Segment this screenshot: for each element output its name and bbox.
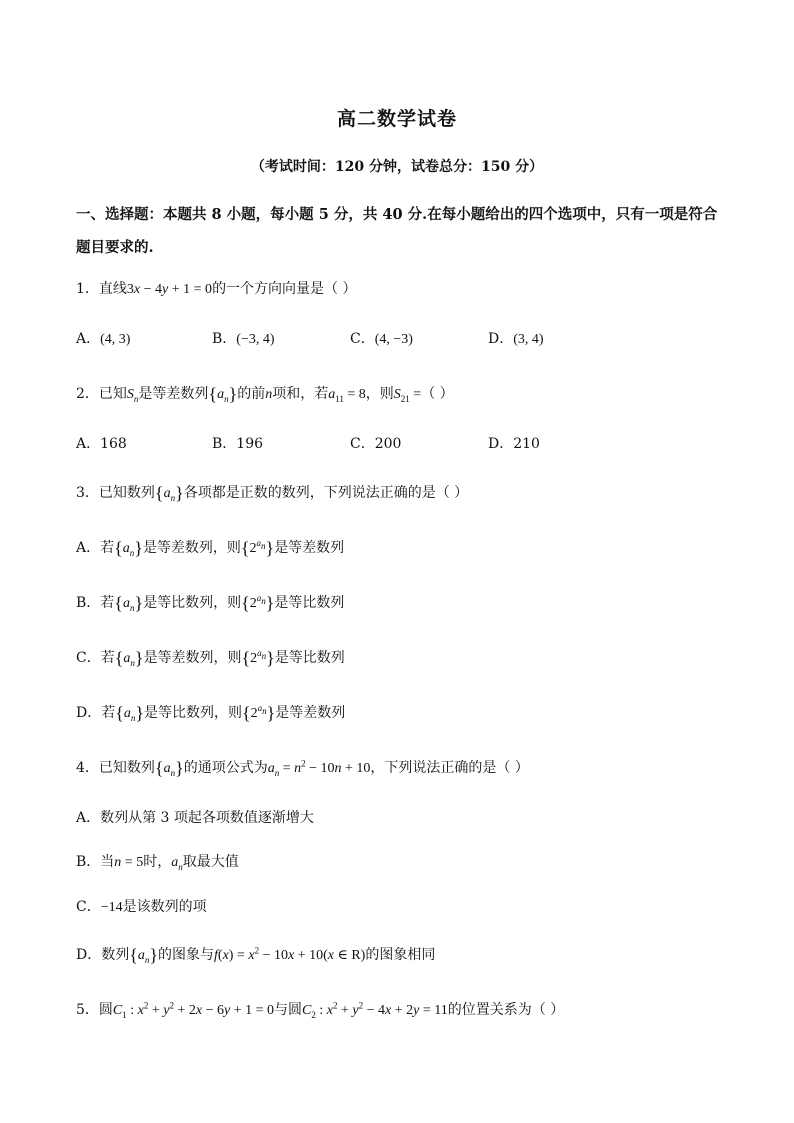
section-heading: 一、选择题：本题共 8 小题，每小题 5 分，共 40 分.在每小题给出的四个选项中，只有一项是符合题目要求的. <box>76 206 718 256</box>
exam-info: （考试时间：120 分钟，试卷总分：150 分） <box>250 159 544 175</box>
line-equation: 3x − 4y + 1 = 0 <box>126 282 213 297</box>
question-2-options <box>76 433 636 457</box>
q1-option-d[interactable]: D．(3, 4) <box>488 331 544 347</box>
q2-option-d[interactable]: D．210 <box>488 436 540 452</box>
q1-option-a[interactable]: A．(4, 3) <box>76 331 131 347</box>
question-5-stem: 5．圆$C_1$ : $x^2 + y^2 + 2x - 6y + 1 = 0$与圆$C_2$ : $x^2 + y^2 - 4x + 2y = 11$的位置关系为（ ） <box>76 1000 565 1020</box>
q4-option-a[interactable]: A．数列从第 3 项起各项数值逐渐增大 <box>76 810 314 826</box>
q2-option-c[interactable]: C．200 <box>350 436 402 452</box>
q3-option-b[interactable]: B．若$\{a_n\}$是等比数列，则$\{2^{a_n}\}$是等比数列 <box>76 593 345 613</box>
q3-option-a[interactable]: A．若$\{a_n\}$是等差数列，则$\{2^{a_n}\}$是等差数列 <box>76 538 345 558</box>
q3-option-d[interactable]: D．若$\{a_n\}$是等比数列，则$\{2^{a_n}\}$是等差数列 <box>76 703 346 723</box>
q2-option-a[interactable]: A．168 <box>76 436 127 452</box>
question-2-stem: 2．已知$S_n$是等差数列$\{a_n\}$的前n项和，若$a_{11} = 8$，则$S_{21}$ =（ ） <box>76 384 454 404</box>
question-3-stem: 3．已知数列$\{a_n\}$各项都是正数的数列，下列说法正确的是（ ） <box>76 483 469 503</box>
q4-option-b[interactable]: B．当n = 5时，$a_n$取最大值 <box>76 854 239 872</box>
q2-option-b[interactable]: B．196 <box>212 436 264 452</box>
question-1-stem: 1．直线3x − 4y + 1 = 0的一个方向向量是（ ） <box>76 281 357 297</box>
q1-option-c[interactable]: C．(4, −3) <box>350 331 413 347</box>
q3-option-c[interactable]: C．若$\{a_n\}$是等差数列，则$\{2^{a_n}\}$是等比数列 <box>76 648 345 668</box>
q4-option-d[interactable]: D．数列$\{a_n\}$的图象与$f(x) = x^2 - 10x + 10(x$ ∈ R)的图象相同 <box>76 945 436 965</box>
page-title: 高二数学试卷 <box>336 108 457 130</box>
q1-option-b[interactable]: B．(−3, 4) <box>212 331 275 347</box>
q4-option-c[interactable]: C．−14是该数列的项 <box>76 899 207 915</box>
question-1-options <box>76 328 636 352</box>
question-4-stem: 4．已知数列$\{a_n\}$的通项公式为$a_n = n^2 - 10n + 10$，下列说法正确的是（ ） <box>76 758 529 778</box>
